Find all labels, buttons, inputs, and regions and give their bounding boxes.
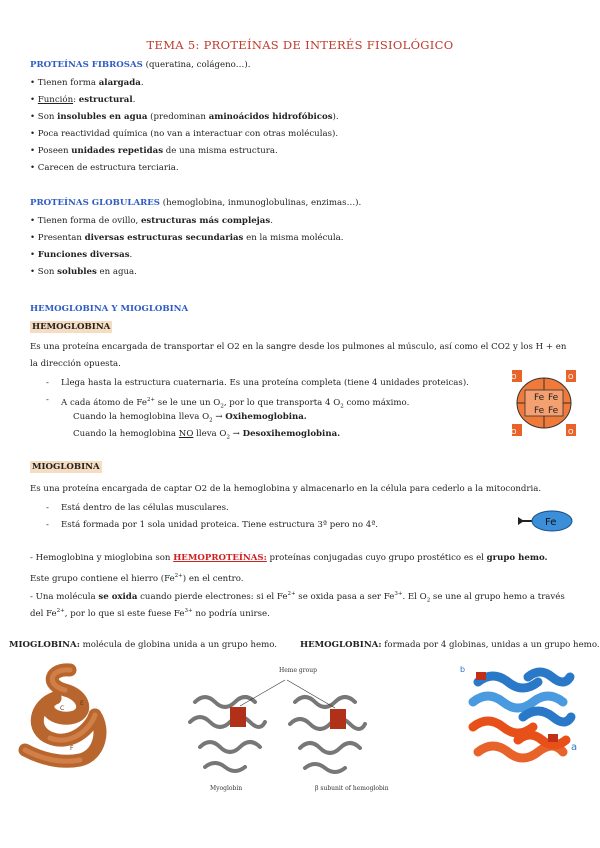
heme-group-label: Heme group xyxy=(279,667,317,674)
hemoglobin-tetramer-figure xyxy=(458,662,583,777)
heme-line-1: - Hemoglobina y mioglobina son HEMOPROTEÍNAS: proteínas conjugadas cuyo grupo prostético es el grupo hemo. xyxy=(30,553,548,563)
hb-subunit-a-label: a xyxy=(571,742,578,753)
fibrosas-item: • Función: estructural. xyxy=(30,95,136,105)
fibrosas-item: • Tienen forma alargada. xyxy=(30,78,144,88)
myoglobin-hemoglobin-ribbons xyxy=(175,662,395,802)
hemo-mio-heading: HEMOGLOBINA Y MIOGLOBINA xyxy=(30,304,189,314)
mioglobina-heading-wrap xyxy=(30,462,102,473)
globulares-item: • Funciones diversas. xyxy=(30,250,133,260)
myoglobin-fe-diagram xyxy=(516,508,578,534)
fibrosas-item: • Poseen unidades repetidas de una misma estructura. xyxy=(30,146,278,156)
hemoglobin-fe-diagram xyxy=(508,366,580,440)
o2-label: O xyxy=(568,428,574,436)
hb-bullet-dash: - xyxy=(46,395,49,405)
subunit-label: β subunit of hemoglobin xyxy=(315,785,389,792)
mb-bullet-dash: - xyxy=(46,520,49,530)
o2-label: O xyxy=(511,428,517,436)
fibrosas-heading-line xyxy=(30,60,250,71)
hb-paragraph-line2: la dirección opuesta. xyxy=(30,359,121,369)
mb-bullet-2: Está formada por 1 sola unidad proteica. Tiene estructura 3ª pero no 4ª. xyxy=(61,520,379,530)
caption-hemoglobina: HEMOGLOBINA: formada por 4 globinas, unidas a un grupo hemo. xyxy=(300,640,600,650)
hemoglobina-heading: HEMOGLOBINA xyxy=(32,322,111,332)
globulares-item: • Tienen forma de ovillo, estructuras más complejas. xyxy=(30,216,273,226)
globulares-heading-line xyxy=(30,198,361,209)
mioglobina-heading: MIOGLOBINA xyxy=(32,462,100,472)
fibrosas-item: • Carecen de estructura terciaria. xyxy=(30,163,179,173)
fibrosas-item: • Poca reactividad química (no van a interactuar con otras moléculas). xyxy=(30,129,339,139)
svg-text:C: C xyxy=(60,705,65,712)
o2-label: O xyxy=(511,373,517,381)
myoglobin-label: Myoglobin xyxy=(210,785,243,792)
ox-line-2: del $Fe^{2+}$, por lo que si este fuese $Fe^{3+}$ no podría unirse. xyxy=(30,608,270,619)
o2-label: O xyxy=(568,373,574,381)
mb-bullet-1: Está dentro de las células musculares. xyxy=(61,503,229,513)
heme-line-2: Este grupo contiene el hierro $(Fe^{2+})$ en el centro. xyxy=(30,573,244,584)
svg-text:F: F xyxy=(70,745,74,752)
deoxi-line: Cuando la hemoglobina NO lleva $O_2$ → Desoxihemoglobina. xyxy=(73,429,341,441)
hb-bullet-dash: - xyxy=(46,378,49,388)
caption-mioglobina: MIOGLOBINA: molécula de globina unida a un grupo hemo. xyxy=(9,640,278,650)
hb-subunit-b-label: b xyxy=(460,665,466,674)
globulares-heading: PROTEÍNAS GLOBULARES xyxy=(30,198,161,208)
mb-bullet-dash: - xyxy=(46,503,49,513)
globulares-item: • Presentan diversas estructuras secundarias en la misma molécula. xyxy=(30,233,344,243)
fe-label: Fe xyxy=(534,406,545,416)
fe-label: Fe xyxy=(534,393,545,403)
hb-bullet-1: Llega hasta la estructura cuaternaria. Es una proteína completa (tiene 4 unidades proteicas). xyxy=(61,378,469,388)
fe-label: Fe xyxy=(548,406,559,416)
oxi-line: Cuando la hemoglobina lleva $O_2$ → Oxihemoglobina. xyxy=(73,412,307,424)
svg-text:E: E xyxy=(80,700,84,707)
hemoglobina-heading-wrap xyxy=(30,322,112,333)
fibrosas-item: • Son insolubles en agua (predominan aminoácidos hidrofóbicos). xyxy=(30,112,339,122)
myoglobin-tube-figure xyxy=(10,660,130,770)
fibrosas-heading: PROTEÍNAS FIBROSAS xyxy=(30,60,143,70)
fe-label: Fe xyxy=(548,393,559,403)
globulares-note: (hemoglobina, inmunoglobulinas, enzimas…). xyxy=(160,198,362,208)
hb-bullet-2: A cada átomo de $Fe^{2+}$ se le une un $O_2$, por lo que transporta 4 $O_2$ como máximo. xyxy=(61,397,410,410)
ox-line-1: - Una molécula se oxida cuando pierde electrones: si el $Fe^{2+}$ se oxida pasa a ser $Fe^{3+}$. El $O_2$ se une al grupo hemo a través xyxy=(30,591,565,604)
globulares-item: • Son solubles en agua. xyxy=(30,267,137,277)
fibrosas-note: (queratina, colágeno…). xyxy=(142,60,251,70)
page-title: TEMA 5: PROTEÍNAS DE INTERÉS FISIOLÓGICO xyxy=(146,38,454,52)
fe-label: Fe xyxy=(545,517,557,528)
mb-paragraph: Es una proteína encargada de captar O2 de la hemoglobina y almacenarlo en la célula para cederlo a la mitocondria. xyxy=(30,484,542,494)
hb-paragraph-line1: Es una proteína encargada de transportar el O2 en la sangre desde los pulmones al músculo, así como el CO2 y los H + en xyxy=(30,342,567,352)
